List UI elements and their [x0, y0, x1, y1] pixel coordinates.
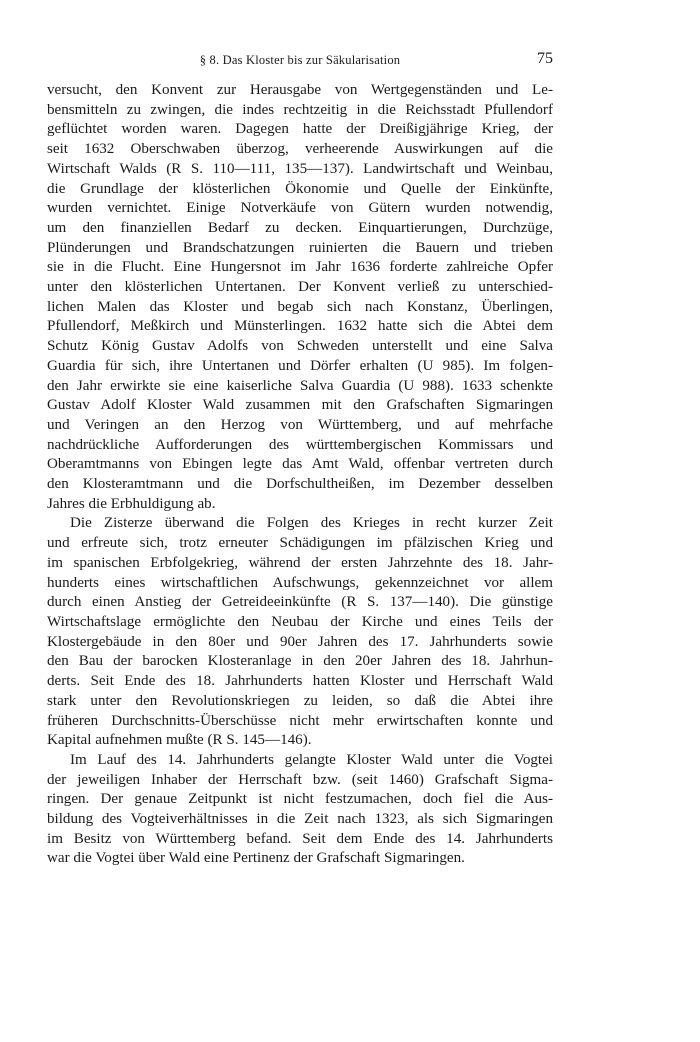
text-line: versucht, den Konvent zur Herausgabe von Wertgegenständen und Le-	[47, 82, 553, 98]
text-line: Pfullendorf, Meßkirch und Münsterlingen. 1632 hatte sich die Abtei dem	[47, 318, 553, 335]
text-line: um den finanziellen Bedarf zu decken. Einquartierungen, Durchzüge,	[47, 219, 553, 236]
text-line: und Veringen an den Herzog von Württemberg, und auf mehrfache	[47, 416, 553, 433]
text-line: bensmitteln zu zwingen, die indes rechtzeitig in die Reichsstadt Pfullendorf	[47, 101, 553, 118]
text-line: den Jahr erwirkte sie eine kaiserliche Salva Guardia (U 988). 1633 schenkte	[47, 377, 553, 394]
text-line: der jeweiligen Inhaber der Herrschaft bzw. (seit 1460) Grafschaft Sigma-	[47, 771, 553, 788]
text-line: war die Vogtei über Wald eine Pertinenz der Grafschaft Sigmaringen.	[47, 850, 465, 867]
text-line: im spanischen Erbfolgekrieg, während der ersten Jahrzehnte des 18. Jahr-	[47, 554, 553, 571]
text-line: Im Lauf des 14. Jahrhunderts gelangte Kloster Wald unter die Vogtei	[70, 751, 553, 768]
text-line: die Grundlage der klösterlichen Ökonomie und Quelle der Einkünfte,	[47, 180, 553, 197]
text-line: sie in die Flucht. Eine Hungersnot im Jahr 1636 forderte zahlreiche Opfer	[47, 259, 553, 276]
text-line: ringen. Der genaue Zeitpunkt ist nicht festzumachen, doch fiel die Aus-	[47, 791, 553, 808]
text-line: Oberamtmanns von Ebingen legte das Amt Wald, offenbar vertreten durch	[47, 456, 553, 473]
body-text	[47, 81, 553, 869]
text-line: Die Zisterze überwand die Folgen des Krieges in recht kurzer Zeit	[70, 515, 553, 532]
text-line: Klostergebäude in den 80er und 90er Jahren des 17. Jahrhunderts sowie	[47, 633, 553, 650]
paragraph	[47, 514, 553, 750]
text-line: Wirtschaftslage ermöglichte den Neubau der Kirche und eines Teils der	[47, 613, 553, 630]
running-head	[47, 50, 553, 72]
text-line: Jahres die Erbhuldigung ab.	[47, 495, 216, 512]
text-line: Kapital aufnehmen mußte (R S. 145—146).	[47, 732, 312, 749]
text-line: seit 1632 Oberschwaben überzog, verheerende Auswirkungen auf die	[47, 141, 553, 158]
text-line: den Bau der barocken Klosteranlage in den 20er Jahren des 18. Jahrhun-	[47, 653, 553, 670]
text-line: Gustav Adolf Kloster Wald zusammen mit den Grafschaften Sigmaringen	[47, 397, 553, 414]
text-line: lichen Malen das Kloster und begab sich nach Konstanz, Überlingen,	[47, 298, 553, 315]
text-line: durch einen Anstieg der Getreideeinkünfte (R S. 137—140). Die günstige	[47, 594, 553, 611]
text-line: den Klosteramtmann und die Dorfschultheißen, im Dezember desselben	[47, 476, 553, 493]
text-line: Plünderungen und Brandschatzungen ruinierten die Bauern und trieben	[47, 239, 553, 256]
text-line: Schutz König Gustav Adolfs von Schweden unterstellt und eine Salva	[47, 338, 553, 355]
text-line: derts. Seit Ende des 18. Jahrhunderts hatten Kloster und Herrschaft Wald	[47, 673, 553, 690]
text-line: nachdrückliche Aufforderungen des württembergischen Kommissars und	[47, 436, 553, 453]
paragraph	[47, 751, 553, 869]
text-line: stark unter den Revolutionskriegen zu leiden, so daß die Abtei ihre	[47, 692, 553, 709]
text-line: hunderts eines wirtschaftlichen Aufschwungs, gekennzeichnet vor allem	[47, 574, 553, 591]
text-line: Guardia für sich, ihre Untertanen und Dörfer erhalten (U 985). Im folgen-	[47, 357, 553, 374]
paragraph	[47, 81, 553, 514]
text-line: früheren Durchschnitts-Überschüsse nicht mehr erwirtschaften konnte und	[47, 712, 553, 729]
text-line: wurden vernichtet. Einige Notverkäufe von Gütern wurden notwendig,	[47, 200, 553, 217]
text-line: bildung des Vogteiverhältnisses in die Zeit nach 1323, als sich Sigmaringen	[47, 811, 553, 828]
text-line: und erfreute sich, trotz erneuter Schädigungen im pfälzischen Krieg und	[47, 535, 553, 552]
text-line: unter den klösterlichen Untertanen. Der Konvent verließ zu unterschied-	[47, 279, 553, 296]
text-line: Wirtschaft Walds (R S. 110—111, 135—137). Landwirtschaft und Weinbau,	[47, 160, 553, 177]
running-title: § 8. Das Kloster bis zur Säkularisation	[199, 53, 401, 67]
text-line: im Besitz von Württemberg befand. Seit dem Ende des 14. Jahrhunderts	[47, 830, 553, 847]
page-number: 75	[537, 50, 553, 67]
text-line: geflüchtet worden waren. Dagegen hatte der Dreißigjährige Krieg, der	[47, 121, 553, 138]
